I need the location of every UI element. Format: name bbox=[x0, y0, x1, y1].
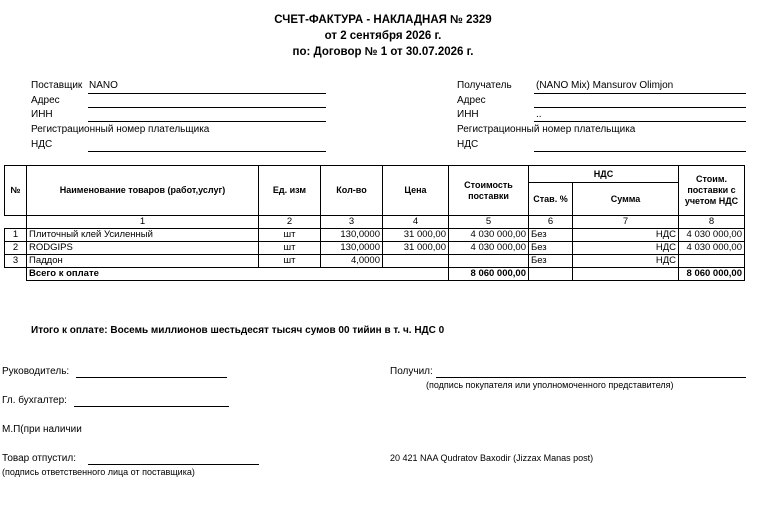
stamp-label: М.П(при наличии bbox=[2, 424, 82, 435]
total-with-vat: 8 060 000,00 bbox=[679, 268, 745, 281]
recipient-address-line bbox=[534, 107, 746, 108]
released-note: (подпись ответственного лица от поставщика) bbox=[2, 467, 195, 477]
col-number: 3 bbox=[321, 216, 383, 229]
invoice-table bbox=[4, 165, 745, 281]
row-name: Плиточный клей Усиленный bbox=[27, 229, 259, 242]
header-vat: НДС bbox=[529, 166, 679, 183]
row-name: RODGIPS bbox=[27, 242, 259, 255]
head-label: Руководитель: bbox=[2, 366, 70, 377]
header-name: Наименование товаров (работ,услуг) bbox=[27, 166, 259, 216]
header-price: Цена bbox=[383, 166, 449, 216]
header-num: № bbox=[5, 166, 27, 216]
row-vat-sum: НДС bbox=[573, 242, 679, 255]
recipient-vat-label: НДС bbox=[457, 139, 479, 150]
row-unit: шт bbox=[259, 242, 321, 255]
col-number: 6 bbox=[529, 216, 573, 229]
total-row bbox=[5, 268, 745, 281]
row-price: 31 000,00 bbox=[383, 242, 449, 255]
row-total: 4 030 000,00 bbox=[679, 242, 745, 255]
row-cost bbox=[449, 255, 529, 268]
invoice-title: СЧЕТ-ФАКТУРА - НАКЛАДНАЯ № 2329 bbox=[274, 14, 492, 26]
total-cost: 8 060 000,00 bbox=[449, 268, 529, 281]
header-vat-rate: Став. % bbox=[529, 183, 573, 216]
released-signature-line bbox=[88, 464, 259, 465]
table-header-row-1 bbox=[5, 166, 745, 183]
row-total bbox=[679, 255, 745, 268]
table-row bbox=[5, 242, 745, 255]
row-num: 1 bbox=[5, 229, 27, 242]
supplier-inn-label: ИНН bbox=[31, 109, 53, 120]
recipient-inn-line bbox=[534, 121, 746, 122]
invoice-contract: по: Договор № 1 от 30.07.2026 г. bbox=[292, 46, 474, 58]
row-vat-sum: НДС bbox=[573, 255, 679, 268]
col-number: 8 bbox=[679, 216, 745, 229]
table-row bbox=[5, 229, 745, 242]
table-row bbox=[5, 255, 745, 268]
received-label: Получил: bbox=[390, 366, 433, 377]
recipient-line bbox=[534, 93, 746, 94]
row-qty: 4,0000 bbox=[321, 255, 383, 268]
supplier-vat-line bbox=[88, 151, 326, 152]
supplier-address-line bbox=[88, 107, 326, 108]
row-vat-rate: Без bbox=[529, 229, 573, 242]
row-price bbox=[383, 255, 449, 268]
col-number: 5 bbox=[449, 216, 529, 229]
header-cost: Стоимость поставки bbox=[449, 166, 529, 216]
header-unit: Ед. изм bbox=[259, 166, 321, 216]
total-in-words: Итого к оплате: Восемь миллионов шестьдесят тысяч сумов 00 тийин в т. ч. НДС 0 bbox=[31, 325, 445, 336]
header-qty: Кол-во bbox=[321, 166, 383, 216]
invoice-date: от 2 сентября 2026 г. bbox=[324, 30, 442, 42]
supplier-reg-label: Регистрационный номер плательщика bbox=[31, 124, 210, 135]
row-name: Паддон bbox=[27, 255, 259, 268]
row-vat-rate: Без bbox=[529, 242, 573, 255]
supplier-vat-label: НДС bbox=[31, 139, 53, 150]
supplier-address-label: Адрес bbox=[31, 95, 60, 106]
row-qty: 130,0000 bbox=[321, 229, 383, 242]
header-vat-sum: Сумма bbox=[573, 183, 679, 216]
received-by: 20 421 NAA Qudratov Baxodir (Jizzax Manas post) bbox=[390, 453, 594, 463]
total-label: Всего к оплате bbox=[27, 268, 449, 281]
released-label: Товар отпустил: bbox=[2, 453, 76, 464]
col-number: 7 bbox=[573, 216, 679, 229]
received-signature-line bbox=[436, 377, 746, 378]
row-num: 2 bbox=[5, 242, 27, 255]
row-total: 4 030 000,00 bbox=[679, 229, 745, 242]
row-vat-rate: Без bbox=[529, 255, 573, 268]
recipient-name: (NANO Mix) Mansurov Olimjon bbox=[536, 80, 674, 91]
supplier-inn-line bbox=[88, 121, 326, 122]
supplier-name: NANO bbox=[89, 80, 118, 91]
supplier-line bbox=[88, 93, 326, 94]
recipient-inn-value: .. bbox=[536, 109, 542, 120]
row-num: 3 bbox=[5, 255, 27, 268]
col-number: 2 bbox=[259, 216, 321, 229]
recipient-vat-line bbox=[534, 151, 746, 152]
supplier-label: Поставщик bbox=[31, 80, 83, 91]
head-signature-line bbox=[76, 377, 227, 378]
recipient-inn-label: ИНН bbox=[457, 109, 479, 120]
row-vat-sum: НДС bbox=[573, 229, 679, 242]
row-qty: 130,0000 bbox=[321, 242, 383, 255]
row-unit: шт bbox=[259, 255, 321, 268]
header-total-with-vat: Стоим. поставки с учетом НДС bbox=[679, 166, 745, 216]
recipient-label: Получатель bbox=[457, 80, 512, 91]
col-number: 4 bbox=[383, 216, 449, 229]
received-note: (подпись покупателя или уполномоченного представителя) bbox=[426, 380, 674, 390]
col-number: 1 bbox=[27, 216, 259, 229]
row-cost: 4 030 000,00 bbox=[449, 242, 529, 255]
recipient-address-label: Адрес bbox=[457, 95, 486, 106]
row-unit: шт bbox=[259, 229, 321, 242]
column-numbers-row bbox=[5, 216, 745, 229]
recipient-reg-label: Регистрационный номер плательщика bbox=[457, 124, 636, 135]
accountant-signature-line bbox=[74, 406, 229, 407]
row-cost: 4 030 000,00 bbox=[449, 229, 529, 242]
row-price: 31 000,00 bbox=[383, 229, 449, 242]
accountant-label: Гл. бухгалтер: bbox=[2, 395, 67, 406]
